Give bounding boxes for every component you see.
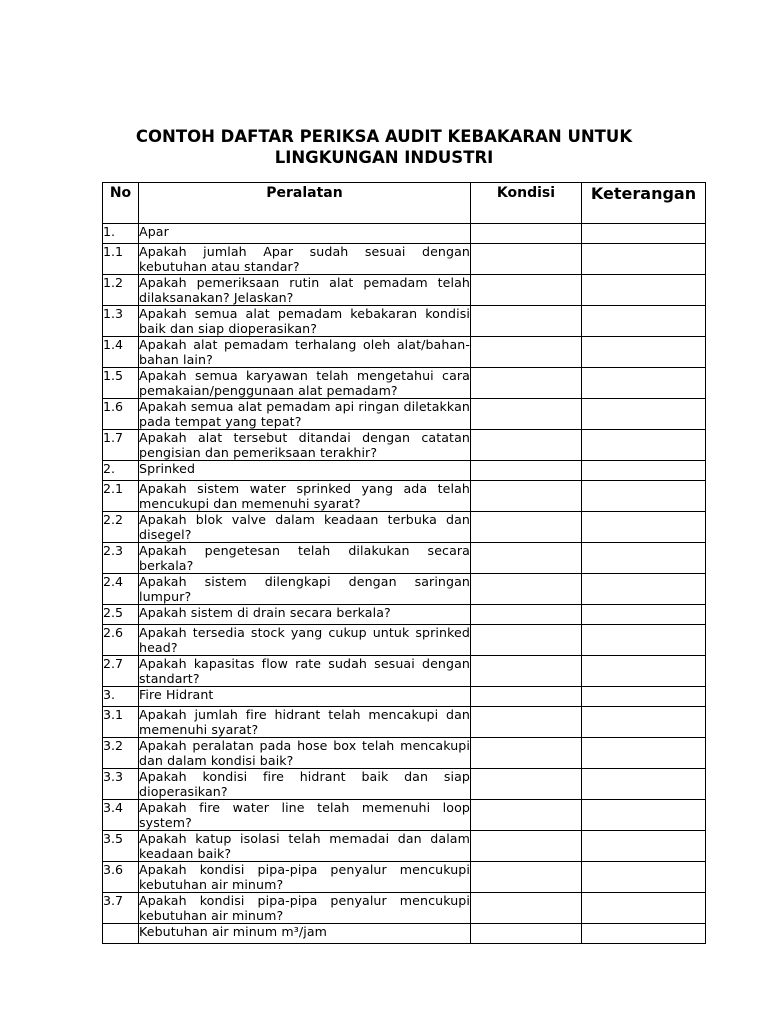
row-keterangan-cell: [582, 687, 706, 707]
document-title-line-1: CONTOH DAFTAR PERIKSA AUDIT KEBAKARAN UNTUK: [135, 127, 633, 146]
row-question: Apakah alat tersebut ditandai dengan catatan pengisian dan pemeriksaan terakhir?: [139, 430, 470, 460]
row-number: 3.2: [103, 738, 139, 769]
row-keterangan-cell: [582, 461, 706, 481]
row-kondisi-cell: [471, 862, 582, 893]
row-kondisi-cell: [471, 769, 582, 800]
row-keterangan-cell: [582, 656, 706, 687]
row-kondisi-cell: [471, 481, 582, 512]
row-question: Sprinked: [139, 461, 471, 481]
row-keterangan-cell: [582, 800, 706, 831]
row-kondisi-cell: [471, 399, 582, 430]
table-row: [103, 430, 706, 461]
header-kondisi: Kondisi: [471, 183, 582, 224]
header-keterangan: Keterangan: [582, 183, 706, 224]
row-kondisi-cell: [471, 461, 582, 481]
row-keterangan-cell: [582, 430, 706, 461]
table-row: [103, 461, 706, 481]
row-question: Apakah semua alat pemadam api ringan diletakkan pada tempat yang tepat?: [139, 399, 470, 429]
table-row: [103, 574, 706, 605]
audit-checklist-table: [102, 182, 706, 944]
row-kondisi-cell: [471, 574, 582, 605]
row-keterangan-cell: [582, 337, 706, 368]
row-keterangan-cell: [582, 924, 706, 944]
row-question: Apakah sistem di drain secara berkala?: [139, 605, 471, 625]
row-question: Apakah kondisi pipa-pipa penyalur mencukupi kebutuhan air minum?: [139, 893, 470, 923]
row-kondisi-cell: [471, 275, 582, 306]
row-question: Apakah pengetesan telah dilakukan secara berkala?: [139, 543, 470, 573]
row-question: Apakah blok valve dalam keadaan terbuka dan disegel?: [139, 512, 470, 542]
row-number: 2.1: [103, 481, 139, 512]
row-number: [103, 924, 139, 944]
table-row: [103, 337, 706, 368]
document-title: [100, 126, 668, 168]
table-header-row: [103, 183, 706, 224]
row-keterangan-cell: [582, 306, 706, 337]
row-kondisi-cell: [471, 224, 582, 244]
row-number: 1.: [103, 224, 139, 244]
row-number: 2.: [103, 461, 139, 481]
row-keterangan-cell: [582, 244, 706, 275]
row-number: 3.4: [103, 800, 139, 831]
row-question: Apakah alat pemadam terhalang oleh alat/bahan-bahan lain?: [139, 337, 470, 367]
row-question: Apakah jumlah fire hidrant telah mencakupi dan memenuhi syarat?: [139, 707, 470, 737]
row-kondisi-cell: [471, 707, 582, 738]
row-question: Apakah sistem water sprinked yang ada telah mencukupi dan memenuhi syarat?: [139, 481, 470, 511]
row-keterangan-cell: [582, 831, 706, 862]
row-question: Kebutuhan air minum m³/jam: [139, 924, 471, 944]
row-number: 1.1: [103, 244, 139, 275]
row-kondisi-cell: [471, 337, 582, 368]
row-number: 3.6: [103, 862, 139, 893]
row-number: 1.4: [103, 337, 139, 368]
table-row: [103, 244, 706, 275]
table-row: [103, 924, 706, 944]
row-question: Apakah pemeriksaan rutin alat pemadam telah dilaksanakan? Jelaskan?: [139, 275, 470, 305]
row-question: Apakah katup isolasi telah memadai dan dalam keadaan baik?: [139, 831, 470, 861]
row-keterangan-cell: [582, 574, 706, 605]
header-no: No: [103, 183, 139, 224]
row-number: 2.3: [103, 543, 139, 574]
row-number: 3.3: [103, 769, 139, 800]
row-question: Apakah semua alat pemadam kebakaran kondisi baik dan siap dioperasikan?: [139, 306, 470, 336]
table-row: [103, 893, 706, 924]
row-kondisi-cell: [471, 924, 582, 944]
row-keterangan-cell: [582, 481, 706, 512]
row-number: 1.5: [103, 368, 139, 399]
row-number: 2.6: [103, 625, 139, 656]
row-keterangan-cell: [582, 893, 706, 924]
row-keterangan-cell: [582, 368, 706, 399]
row-kondisi-cell: [471, 831, 582, 862]
row-question: Apakah kondisi fire hidrant baik dan siap dioperasikan?: [139, 769, 470, 799]
row-number: 1.2: [103, 275, 139, 306]
row-number: 3.: [103, 687, 139, 707]
row-number: 2.2: [103, 512, 139, 543]
row-question: Apakah tersedia stock yang cukup untuk sprinked head?: [139, 625, 470, 655]
row-kondisi-cell: [471, 368, 582, 399]
row-kondisi-cell: [471, 430, 582, 461]
row-keterangan-cell: [582, 707, 706, 738]
row-keterangan-cell: [582, 224, 706, 244]
row-number: 3.7: [103, 893, 139, 924]
row-kondisi-cell: [471, 244, 582, 275]
row-keterangan-cell: [582, 399, 706, 430]
table-row: [103, 306, 706, 337]
row-keterangan-cell: [582, 512, 706, 543]
table-row: [103, 656, 706, 687]
row-question: Fire Hidrant: [139, 687, 471, 707]
table-row: [103, 224, 706, 244]
row-kondisi-cell: [471, 687, 582, 707]
table-row: [103, 512, 706, 543]
table-row: [103, 625, 706, 656]
row-kondisi-cell: [471, 543, 582, 574]
row-question: Apakah sistem dilengkapi dengan saringan lumpur?: [139, 574, 470, 604]
row-keterangan-cell: [582, 625, 706, 656]
row-question: Apakah semua karyawan telah mengetahui cara pemakaian/penggunaan alat pemadam?: [139, 368, 470, 398]
row-number: 2.5: [103, 605, 139, 625]
row-number: 3.1: [103, 707, 139, 738]
row-question: Apakah kondisi pipa-pipa penyalur mencukupi kebutuhan air minum?: [139, 862, 470, 892]
table-row: [103, 399, 706, 430]
table-row: [103, 862, 706, 893]
table-row: [103, 481, 706, 512]
row-keterangan-cell: [582, 275, 706, 306]
row-keterangan-cell: [582, 769, 706, 800]
row-question: Apakah fire water line telah memenuhi loop system?: [139, 800, 470, 830]
row-number: 2.4: [103, 574, 139, 605]
header-peralatan: Peralatan: [139, 183, 471, 224]
row-question: Apakah peralatan pada hose box telah mencakupi dan dalam kondisi baik?: [139, 738, 470, 768]
table-row: [103, 831, 706, 862]
document-title-line-2: LINGKUNGAN INDUSTRI: [274, 148, 494, 167]
row-keterangan-cell: [582, 543, 706, 574]
row-question: Apakah kapasitas flow rate sudah sesuai dengan standart?: [139, 656, 470, 686]
table-row: [103, 605, 706, 625]
row-number: 2.7: [103, 656, 139, 687]
table-row: [103, 800, 706, 831]
table-row: [103, 275, 706, 306]
table-row: [103, 769, 706, 800]
row-question: Apar: [139, 224, 471, 244]
row-keterangan-cell: [582, 862, 706, 893]
row-number: 3.5: [103, 831, 139, 862]
row-number: 1.3: [103, 306, 139, 337]
row-kondisi-cell: [471, 605, 582, 625]
row-keterangan-cell: [582, 738, 706, 769]
table-row: [103, 368, 706, 399]
row-question: Apakah jumlah Apar sudah sesuai dengan kebutuhan atau standar?: [139, 244, 470, 274]
table-row: [103, 543, 706, 574]
row-kondisi-cell: [471, 625, 582, 656]
row-kondisi-cell: [471, 800, 582, 831]
table-row: [103, 687, 706, 707]
row-kondisi-cell: [471, 512, 582, 543]
table-row: [103, 738, 706, 769]
row-number: 1.6: [103, 399, 139, 430]
row-number: 1.7: [103, 430, 139, 461]
row-kondisi-cell: [471, 738, 582, 769]
row-keterangan-cell: [582, 605, 706, 625]
row-kondisi-cell: [471, 656, 582, 687]
table-row: [103, 707, 706, 738]
row-kondisi-cell: [471, 893, 582, 924]
row-kondisi-cell: [471, 306, 582, 337]
